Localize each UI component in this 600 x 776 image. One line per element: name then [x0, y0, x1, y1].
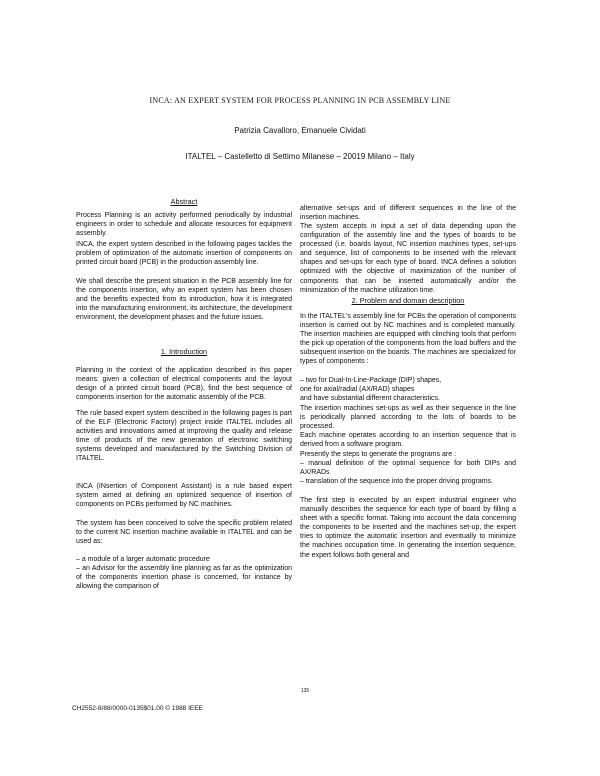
- system-input-paragraph: The system accepts in input a set of data depending upon the configuration of the assembly line and the types of boards to be processed (i.e. boards layout, NC insertion machines types, set-ups and sequence, list of components to be inserted with the relevant shapes and set-ups for each type of board. INCA defines a solution optimized with the objective of maximization of the number of components that can be inserted automatically and/or the minimization of the machine utilization time.: [300, 223, 516, 294]
- problem-list-machines: – two for Dual-In-Line-Package (DIP) shapes, one for axial/radial (AX/RAD) shapes: [300, 377, 442, 394]
- problem-paragraph-1: In the ITALTEL's assembly line for PCBs the operation of components insertion is carried out by NC machines and is completed manually. The insertion machines are equipped with clinching tools that perform the pick up operation of the components from the load buffers and the subsequent insertion on the boards. The machines are specialized for types of components :: [300, 313, 516, 366]
- abstract-paragraph-3: We shall describe the present situation in the PCB assembly line for the components insertion, why an expert system has been chosen and the benefits expected from its introduction, how it is integrated into the manufacturing environment, its architecture, the development environment, the development phases and the future issues.: [76, 278, 292, 322]
- introduction-heading: 1. Introduction: [160, 347, 208, 356]
- intro-paragraph-1: Planning in the context of the application described in this paper means: given a collection of electrical components and the layout design of a printed circuit board (PCB), find the best sequence of components insertion for the automatic assembly of the PCB.: [76, 367, 292, 402]
- problem-paragraph-4: Each machine operates according to an insertion sequence that is derived from a software program.: [300, 432, 516, 449]
- page-number: 135: [300, 688, 310, 694]
- paper-authors: Patrizia Cavalloro, Emanuele Cividati: [234, 126, 366, 135]
- abstract-paragraph-1: Process Planning is an activity performed periodically by industrial engineers in order to schedule and allocate resources for equipment assembly.: [76, 212, 292, 238]
- abstract-heading: Abstract: [170, 197, 198, 206]
- abstract-paragraph-2: INCA, the expert system described in the following pages tackles the problem of optimization of the automatic insertion of components on printed circuit board (PCB) in the production assembly line.: [76, 241, 292, 267]
- intro-list-item-2: – an Advisor for the assembly line planning as far as the optimization of the components insertion phase is concerned, for instance by allowing the comparison of: [76, 565, 292, 591]
- copyright-code: CH2552-8/88/0000-0135$01.00 © 1988 IEEE: [72, 705, 203, 712]
- problem-heading: 2. Problem and domain description: [351, 296, 465, 305]
- problem-list-step-2: – translation of the sequence into the proper driving programs.: [300, 478, 494, 485]
- intro-list-item-1: – a module of a larger automatic procedure: [76, 556, 210, 563]
- intro-paragraph-3: INCA (INsertion of Component Assistant) is a rule based expert system aimed at defining an optimized sequence of insertion of components on PCBs performed by NC machines.: [76, 483, 292, 509]
- paper-affiliation: ITALTEL – Castelletto di Settimo Milanese – 20019 Milano – Italy: [185, 152, 415, 161]
- intro-paragraph-4: The system has been conceived to solve the specific problem related to the current NC insertion machine available in ITALTEL and can be used as:: [76, 520, 292, 546]
- problem-paragraph-5: Presently the steps to generate the programs are :: [300, 451, 457, 458]
- continued-paragraph: alternative set-ups and of different sequences in the line of the insertion machines.: [300, 205, 516, 222]
- problem-paragraph-3: The insertion machines set-ups as well as their sequence in the line is periodically planned according to the lots of boards to be processed.: [300, 405, 516, 431]
- problem-list-step-1: – manual definition of the optimal sequence for both DIPs and AX/RADs: [300, 460, 516, 477]
- problem-paragraph-2: and have substantial different characteristics.: [300, 395, 440, 402]
- problem-paragraph-6: The first step is executed by an expert industrial engineer who manually describes the sequence for each type of board by filling a sheet with a specific format. Taking into account the data concerning the components to be inserted and the machines set-up, the expert tries to optimize the automatic insertion and eventually to minimize the machines occupation time. In generating the insertion sequence, the expert follows both general and: [300, 497, 516, 559]
- paper-title: INCA: AN EXPERT SYSTEM FOR PROCESS PLANNING IN PCB ASSEMBLY LINE: [149, 96, 451, 105]
- intro-paragraph-2: The rule based expert system described in the following pages is part of the ELF (Electronic Factory) project inside ITALTEL includes all activities and innovations aimed at improving the quality and release time of products of the new generation of electronic switching systems developed and manufactured by the Switching Division of ITALTEL.: [76, 410, 292, 463]
